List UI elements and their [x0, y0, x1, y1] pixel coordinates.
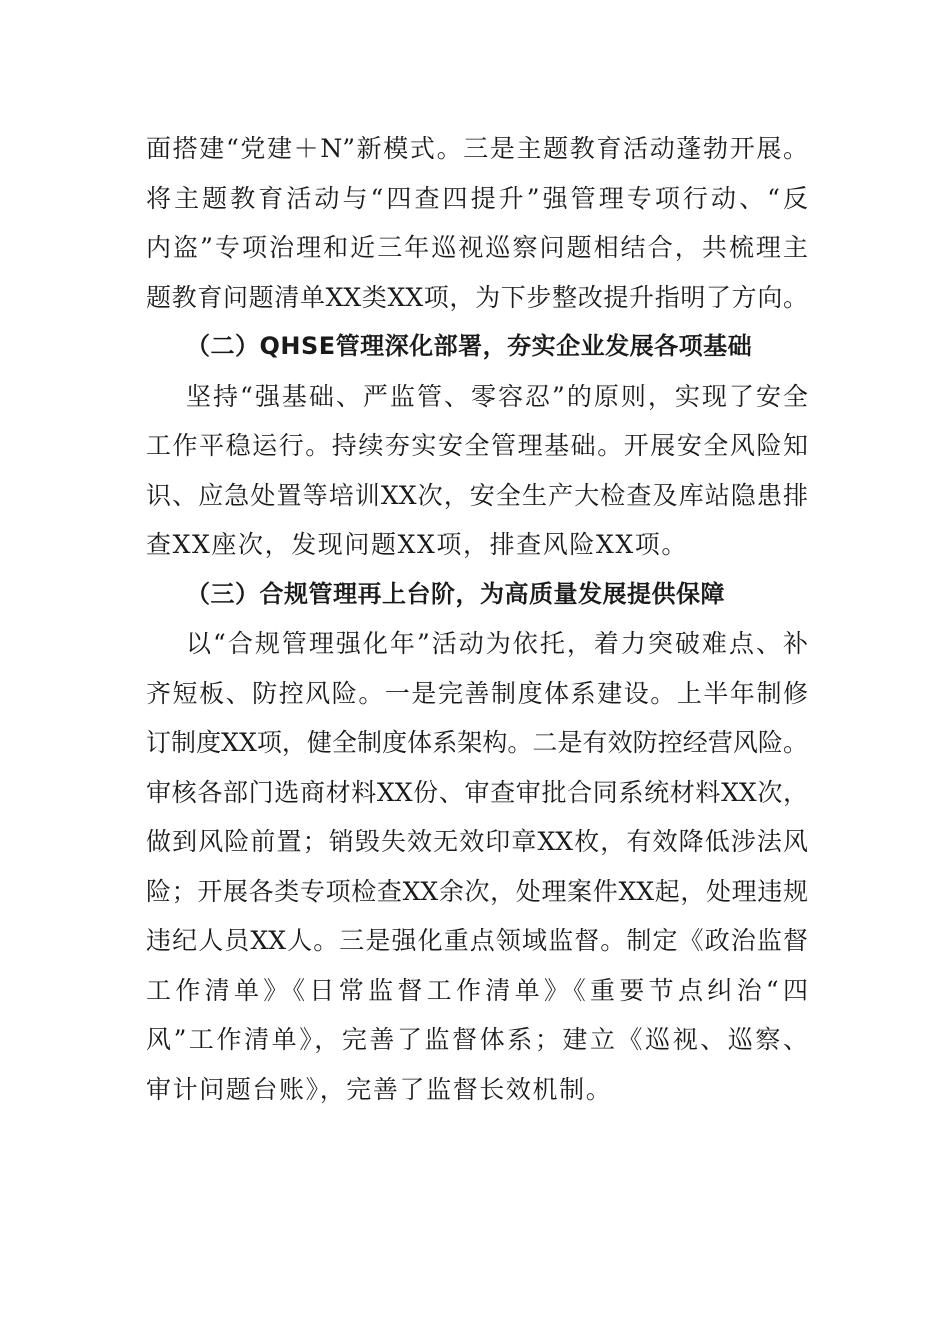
paragraph-line: 题教育问题清单XX类XX项，为下步整改提升指明了方向。	[146, 282, 808, 312]
document-body	[146, 124, 808, 1114]
paragraph-line: 做到风险前置；销毁失效无效印章XX枚，有效降低涉法风	[146, 827, 808, 856]
paragraph-line: 订制度XX项，健全制度体系架构。二是有效防控经营风险。	[146, 728, 808, 757]
paragraph-line: 工作平稳运行。持续夯实安全管理基础。开展安全风险知	[146, 431, 808, 460]
paragraph-line: 审计问题台账》，完善了监督长效机制。	[146, 1074, 613, 1104]
paragraph-line: 识、应急处置等培训XX次，安全生产大检查及库站隐患排	[146, 480, 808, 510]
paragraph-line: 违纪人员XX人。三是强化重点领域监督。制定《政治监督	[146, 926, 808, 955]
paragraph-line: 面搭建“党建＋N”新模式。三是主题教育活动蓬勃开展。	[146, 134, 808, 163]
paragraph-line: 将主题教育活动与“四查四提升”强管理专项行动、“反	[146, 183, 808, 213]
paragraph-line: 查XX座次，发现问题XX项，排查风险XX项。	[146, 530, 688, 559]
paragraph-line: 险；开展各类专项检查XX余次，处理案件XX起，处理违规	[146, 876, 808, 906]
section-heading-2: （二）QHSE管理深化部署，夯实企业发展各项基础	[186, 332, 753, 360]
paragraph-line: 审核各部门选商材料XX份、审查审批合同系统材料XX次，	[146, 777, 808, 807]
paragraph-line: 风”工作清单》，完善了监督体系；建立《巡视、巡察、	[146, 1025, 808, 1054]
section-heading-3: （三）合规管理再上台阶，为高质量发展提供保障	[186, 579, 725, 608]
paragraph-line: 齐短板、防控风险。一是完善制度体系建设。上半年制修	[146, 678, 808, 708]
paragraph-line: 内盗”专项治理和近三年巡视巡察问题相结合，共梳理主	[146, 233, 808, 262]
paragraph-line: 工作清单》《日常监督工作清单》《重要节点纠治“四	[146, 975, 808, 1005]
paragraph-line: 坚持“强基础、严监管、零容忍”的原则，实现了安全	[186, 381, 808, 411]
paragraph-line: 以“合规管理强化年”活动为依托，着力突破难点、补	[186, 629, 808, 658]
